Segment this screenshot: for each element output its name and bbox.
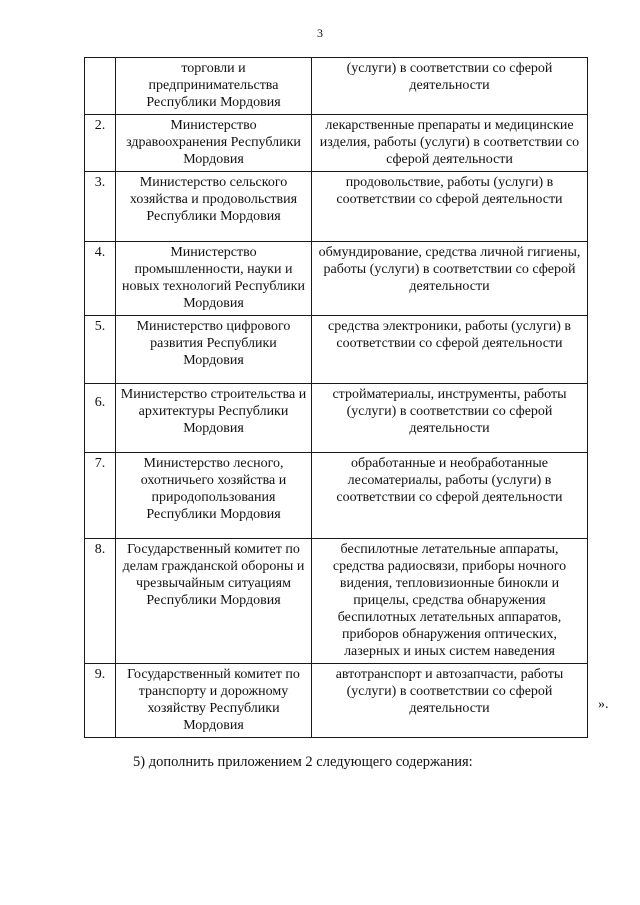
row-number: 6. xyxy=(85,384,116,453)
ministries-table xyxy=(84,57,588,738)
table-row xyxy=(85,664,588,738)
organization-cell: Министерство лесного, охотничьего хозяйства и природопользования Республики Мордовия xyxy=(116,453,312,539)
goods-cell: продовольствие, работы (услуги) в соответствии со сферой деятельности xyxy=(312,172,588,242)
row-number: 5. xyxy=(85,316,116,384)
row-number xyxy=(85,58,116,115)
table-row xyxy=(85,453,588,539)
organization-cell: Министерство сельского хозяйства и продовольствия Республики Мордовия xyxy=(116,172,312,242)
goods-cell: автотранспорт и автозапчасти, работы (услуги) в соответствии со сферой деятельности xyxy=(312,664,588,738)
organization-cell: Министерство здравоохранения Республики Мордовия xyxy=(116,115,312,172)
organization-cell: Министерство промышленности, науки и новых технологий Республики Мордовия xyxy=(116,242,312,316)
row-number: 3. xyxy=(85,172,116,242)
table-row xyxy=(85,115,588,172)
table-row xyxy=(85,539,588,664)
table-row xyxy=(85,384,588,453)
organization-cell: Государственный комитет по делам гражданской обороны и чрезвычайным ситуациям Республики Мордовия xyxy=(116,539,312,664)
row-number: 7. xyxy=(85,453,116,539)
page-number: 3 xyxy=(317,26,323,40)
goods-cell: (услуги) в соответствии со сферой деятельности xyxy=(312,58,588,115)
goods-cell: обработанные и необработанные лесоматериалы, работы (услуги) в соответствии со сферой деятельности xyxy=(312,453,588,539)
row-number: 2. xyxy=(85,115,116,172)
organization-cell: Министерство строительства и архитектуры Республики Мордовия xyxy=(116,384,312,453)
goods-cell: средства электроники, работы (услуги) в соответствии со сферой деятельности xyxy=(312,316,588,384)
organization-cell: Министерство цифрового развития Республики Мордовия xyxy=(116,316,312,384)
amendment-text: 5) дополнить приложением 2 следующего содержания: xyxy=(133,754,473,770)
table-row xyxy=(85,172,588,242)
table-row xyxy=(85,242,588,316)
goods-cell: стройматериалы, инструменты, работы (услуги) в соответствии со сферой деятельности xyxy=(312,384,588,453)
row-number: 4. xyxy=(85,242,116,316)
row-number: 9. xyxy=(85,664,116,738)
table-row xyxy=(85,58,588,115)
closing-quote: ». xyxy=(598,697,609,712)
goods-cell: обмундирование, средства личной гигиены, работы (услуги) в соответствии со сферой деятельности xyxy=(312,242,588,316)
row-number: 8. xyxy=(85,539,116,664)
goods-cell: лекарственные препараты и медицинские изделия, работы (услуги) в соответствии со сферой деятельности xyxy=(312,115,588,172)
organization-cell: Государственный комитет по транспорту и дорожному хозяйству Республики Мордовия xyxy=(116,664,312,738)
goods-cell: беспилотные летательные аппараты, средства радиосвязи, приборы ночного видения, тепловизионные бинокли и прицелы, средства обнаружения беспилотных летательных аппаратов, приборов обнаружения оптических, лазерных и иных систем наведения xyxy=(312,539,588,664)
organization-cell: торговли и предпринимательства Республики Мордовия xyxy=(116,58,312,115)
table-row xyxy=(85,316,588,384)
